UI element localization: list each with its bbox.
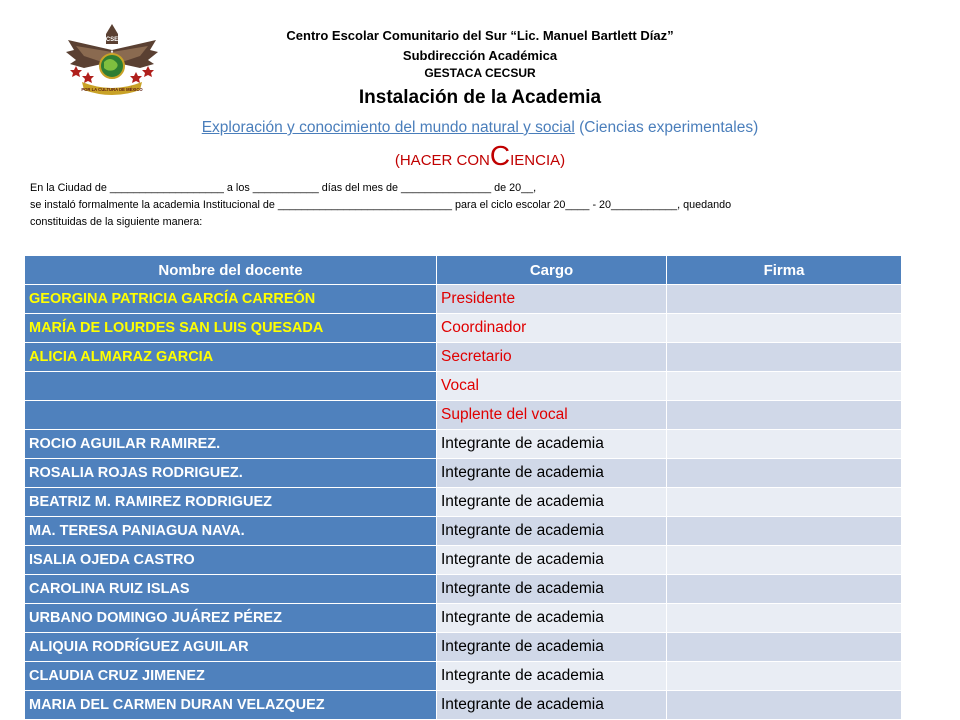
teacher-role: Integrante de academia	[437, 488, 667, 517]
table-row	[25, 401, 902, 430]
teacher-name	[25, 372, 437, 401]
teacher-name: CAROLINA RUIZ ISLAS	[25, 575, 437, 604]
signature-cell[interactable]	[667, 488, 902, 517]
paragraph-line-1: En la Ciudad de ___________________ a los ___________ días del mes de _______________ de 20__,	[30, 182, 537, 194]
signature-cell[interactable]	[667, 285, 902, 314]
table-row	[25, 546, 902, 575]
teacher-role: Coordinador	[437, 314, 667, 343]
teacher-role: Integrante de academia	[437, 575, 667, 604]
signature-cell[interactable]	[667, 691, 902, 720]
signature-cell[interactable]	[667, 401, 902, 430]
table-row	[25, 314, 902, 343]
signature-cell[interactable]	[667, 517, 902, 546]
teacher-name: ALICIA ALMARAZ GARCIA	[25, 343, 437, 372]
table-row	[25, 285, 902, 314]
signature-cell[interactable]	[667, 662, 902, 691]
signature-cell[interactable]	[667, 314, 902, 343]
table-row	[25, 691, 902, 720]
teacher-name: MA. TERESA PANIAGUA NAVA.	[25, 517, 437, 546]
subtitle-link[interactable]: Exploración y conocimiento del mundo natural y social	[201, 119, 575, 136]
teacher-role: Integrante de academia	[437, 662, 667, 691]
teacher-role: Integrante de academia	[437, 517, 667, 546]
header-firma: Firma	[667, 256, 902, 285]
teacher-role: Presidente	[437, 285, 667, 314]
teacher-name: ALIQUIA RODRÍGUEZ AGUILAR	[25, 633, 437, 662]
teacher-name: MARÍA DE LOURDES SAN LUIS QUESADA	[25, 314, 437, 343]
teacher-role: Integrante de academia	[437, 459, 667, 488]
table-row	[25, 633, 902, 662]
slogan	[0, 142, 960, 170]
teacher-role: Integrante de academia	[437, 604, 667, 633]
table-row	[25, 488, 902, 517]
unit-name: GESTACA CECSUR	[424, 66, 536, 80]
slogan-close: IENCIA)	[510, 152, 566, 169]
teacher-name: GEORGINA PATRICIA GARCÍA CARREÓN	[25, 285, 437, 314]
subtitle-rest: (Ciencias experimentales)	[574, 119, 759, 136]
logo-initials: CSE	[105, 37, 119, 43]
teacher-role: Vocal	[437, 372, 667, 401]
slogan-open: (HACER CON	[394, 152, 490, 169]
header-nombre: Nombre del docente	[25, 256, 437, 285]
document-title: Instalación de la Academia	[358, 87, 602, 108]
table-row	[25, 459, 902, 488]
signature-cell[interactable]	[667, 372, 902, 401]
table-row	[25, 575, 902, 604]
installation-paragraph	[30, 180, 930, 231]
signature-cell[interactable]	[667, 604, 902, 633]
teacher-name: ROCIO AGUILAR RAMIREZ.	[25, 430, 437, 459]
school-name: Centro Escolar Comunitario del Sur “Lic. Manuel Bartlett Díaz”	[286, 28, 674, 43]
signature-cell[interactable]	[667, 546, 902, 575]
signature-cell[interactable]	[667, 459, 902, 488]
signature-cell[interactable]	[667, 633, 902, 662]
signature-cell[interactable]	[667, 430, 902, 459]
teacher-role: Integrante de academia	[437, 691, 667, 720]
teacher-role: Integrante de academia	[437, 546, 667, 575]
signature-cell[interactable]	[667, 575, 902, 604]
teacher-name: MARIA DEL CARMEN DURAN VELAZQUEZ	[25, 691, 437, 720]
department-name: Subdirección Académica	[402, 48, 558, 63]
header-cargo: Cargo	[437, 256, 667, 285]
teacher-role: Suplente del vocal	[437, 401, 667, 430]
slogan-big-letter: C	[489, 140, 511, 171]
table-row	[25, 662, 902, 691]
teacher-name: ROSALIA ROJAS RODRIGUEZ.	[25, 459, 437, 488]
table-row	[25, 430, 902, 459]
table-row	[25, 517, 902, 546]
table-row	[25, 343, 902, 372]
signature-cell[interactable]	[667, 343, 902, 372]
teacher-role: Integrante de academia	[437, 633, 667, 662]
teacher-name: BEATRIZ M. RAMIREZ RODRIGUEZ	[25, 488, 437, 517]
teacher-name: CLAUDIA CRUZ JIMENEZ	[25, 662, 437, 691]
logo-ribbon-text: POR LA CULTURA DE MÉXICO	[81, 87, 143, 92]
members-table	[24, 255, 902, 720]
document-subtitle	[0, 119, 960, 137]
paragraph-line-3: constituidas de la siguiente manera:	[30, 216, 203, 228]
paragraph-line-2: se instaló formalmente la academia Institucional de _____________________________ para el ciclo escolar 20____ - 20___________, quedando	[30, 199, 732, 211]
table-row	[25, 604, 902, 633]
teacher-name: ISALIA OJEDA CASTRO	[25, 546, 437, 575]
teacher-role: Secretario	[437, 343, 667, 372]
teacher-name	[25, 401, 437, 430]
teacher-name: URBANO DOMINGO JUÁREZ PÉREZ	[25, 604, 437, 633]
teacher-role: Integrante de academia	[437, 430, 667, 459]
table-row	[25, 372, 902, 401]
table-header-row	[25, 256, 902, 285]
